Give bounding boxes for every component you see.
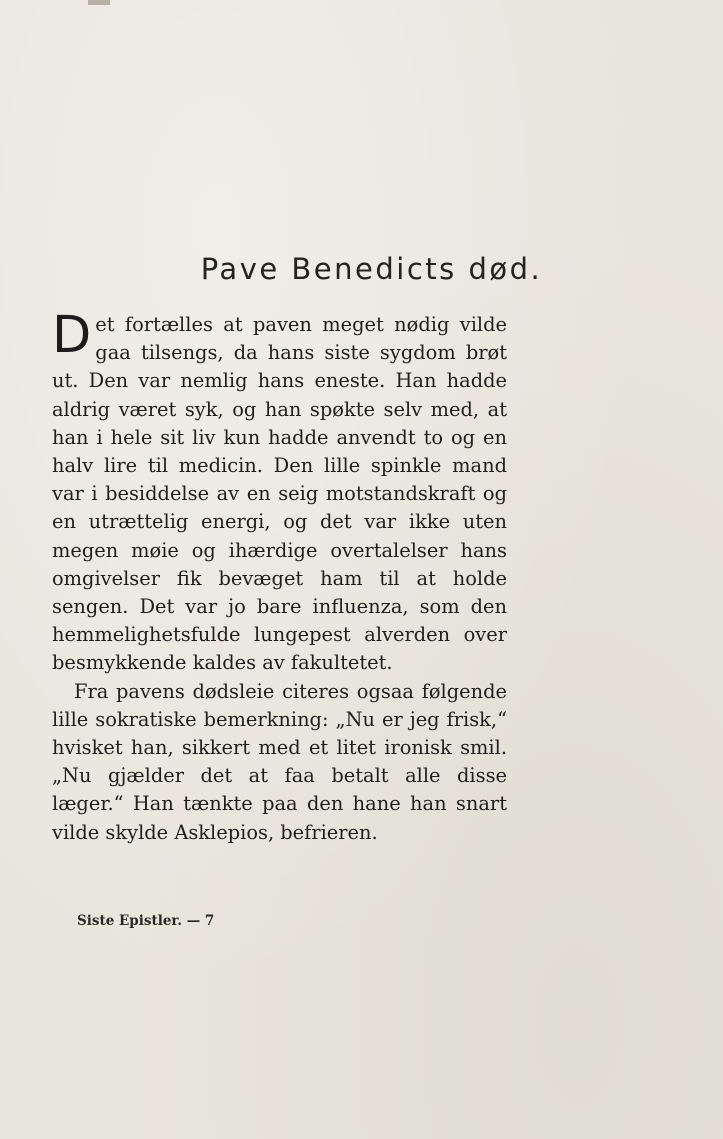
- page-title: Pave Benedicts død.: [200, 252, 543, 286]
- paragraph-1-text: et fortælles at paven meget nødig vilde gaa tilsengs, da hans siste sygdom brøt ut. Den var nemlig hans eneste. Han hadde aldrig været syk, og han spøkte selv med, at han i hele sit liv kun hadde anvendt to og en halv lire til medicin. Den lille spinkle mand var i besiddelse av en seig motstandskraft og en utrættelig energi, og det var ikke uten megen møie og ihærdige overtalelser hans omgivelser fik bevæget ham til at holde sengen. Det var jo bare influenza, som den hemmelighetsfulde lungepest alverden over besmykkende kaldes av fakultetet.: [52, 313, 507, 675]
- paragraph-2: Fra pavens dødsleie citeres ogsaa følgende lille sokratiske bemerkning: „Nu er jeg frisk,“ hvisket han, sikkert med et litet ironisk smil. „Nu gjælder det at faa betalt alle disse læger.“ Han tænkte paa den hane han snart vilde skylde Asklepios, befrieren.: [52, 679, 507, 844]
- page-edge-mark: [88, 0, 110, 5]
- signature-mark: Siste Epistler. — 7: [77, 913, 215, 929]
- drop-cap: D: [52, 306, 92, 365]
- article-body: [52, 306, 507, 847]
- paragraph-1: [52, 306, 507, 678]
